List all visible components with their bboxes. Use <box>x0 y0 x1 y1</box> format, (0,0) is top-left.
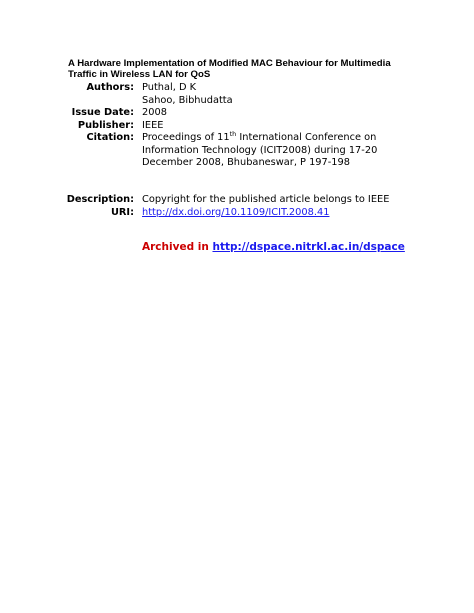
uri-link[interactable]: http://dx.doi.org/10.1109/ICIT.2008.41 <box>142 206 330 218</box>
description-label: Description: <box>66 194 134 205</box>
authors-value <box>142 82 442 107</box>
citation-line-1-pre: Proceedings of 11 <box>142 132 230 143</box>
issue-date-row <box>0 107 474 120</box>
publisher-label: Publisher: <box>77 119 134 131</box>
uri-row <box>0 207 474 220</box>
archived-prefix: Archived in <box>142 241 213 253</box>
author-name: Sahoo, Bibhudatta <box>142 94 233 106</box>
publisher-value: IEEE <box>142 119 164 131</box>
citation-line-2: Information Technology (ICIT2008) during 17-20 <box>142 144 378 156</box>
author-name: Puthal, D K <box>142 82 197 93</box>
citation-line-1 <box>142 132 442 145</box>
authors-row <box>0 82 474 107</box>
uri-label: URI: <box>110 206 134 218</box>
issue-date-value: 2008 <box>142 107 167 118</box>
document-title <box>68 58 408 80</box>
title-line-1: A Hardware Implementation of Modified MAC Behaviour for Multimedia <box>68 58 391 69</box>
citation-row <box>0 132 474 170</box>
citation-superscript: th <box>229 130 237 138</box>
citation-line-1-post: International Conference on <box>236 132 377 143</box>
publisher-row <box>0 120 474 133</box>
archived-notice <box>142 241 405 253</box>
authors-label: Authors: <box>86 82 134 93</box>
citation-line-3: December 2008, Bhubaneswar, P 197-198 <box>142 157 351 168</box>
citation-value <box>142 132 442 170</box>
description-value: Copyright for the published article belongs to IEEE <box>142 194 390 205</box>
issue-date-label: Issue Date: <box>71 107 134 118</box>
metadata-block <box>0 82 474 170</box>
title-line-2: Traffic in Wireless LAN for QoS <box>68 69 211 80</box>
citation-label: Citation: <box>86 132 134 143</box>
archive-link[interactable]: http://dspace.nitrkl.ac.in/dspace <box>212 241 405 253</box>
description-block <box>0 194 474 219</box>
description-row <box>0 194 474 207</box>
